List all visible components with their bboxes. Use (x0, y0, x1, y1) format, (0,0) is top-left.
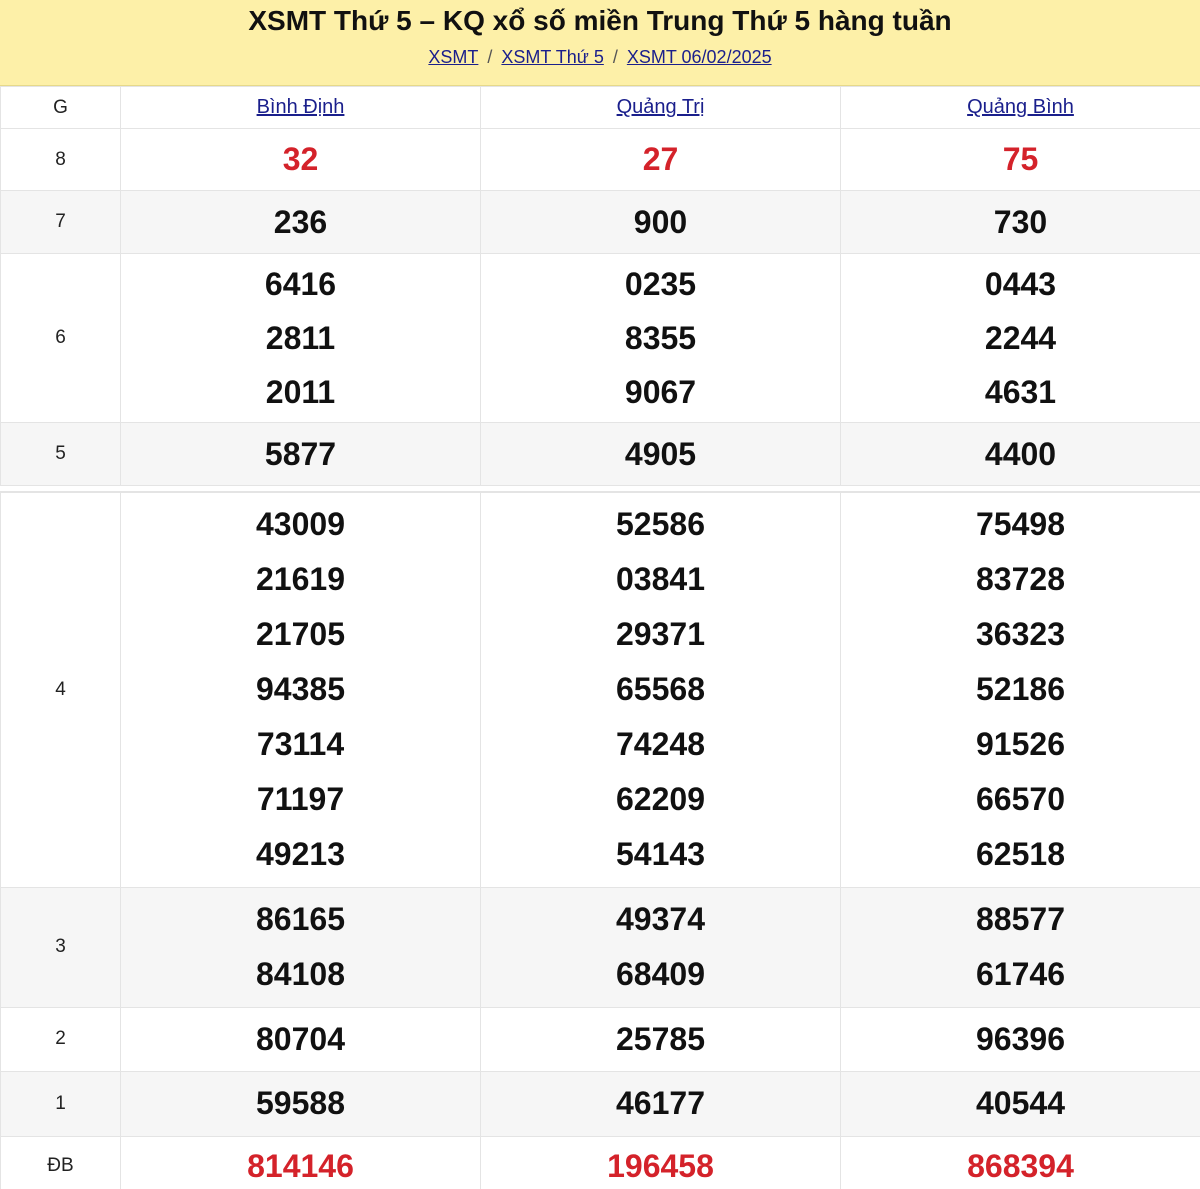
prize-row-4 (1, 492, 1200, 887)
prize-number: 91526 (976, 726, 1065, 763)
prize-number: 75498 (976, 506, 1065, 543)
results-table-top (0, 86, 1200, 486)
breadcrumb (0, 46, 1200, 68)
prize-label: 2 (1, 1007, 121, 1071)
prize-number: 4400 (841, 423, 1200, 486)
prize-number-group (481, 254, 841, 423)
prize-number: 36323 (976, 616, 1065, 653)
prize-number-group (121, 492, 481, 887)
prize-number: 25785 (481, 1007, 841, 1071)
prize-number: 21619 (256, 561, 345, 598)
prize-number: 96396 (841, 1007, 1200, 1071)
prize-number: 6416 (264, 266, 337, 302)
prize-number-group (841, 254, 1200, 423)
prize-number: 52186 (976, 671, 1065, 708)
prize-label: 3 (1, 887, 121, 1007)
prize-number: 43009 (256, 506, 345, 543)
prize-number: 0235 (624, 266, 697, 302)
breadcrumb-link-xsmt[interactable]: XSMT (428, 47, 479, 67)
prize-label: 1 (1, 1071, 121, 1136)
prize-label: 4 (1, 492, 121, 887)
prize-number: 32 (121, 129, 481, 191)
province-link-binh-dinh[interactable]: Bình Định (256, 96, 345, 118)
prize-number: 900 (481, 191, 841, 254)
prize-number-group (121, 254, 481, 423)
province-link-quang-tri[interactable]: Quảng Trị (616, 96, 705, 118)
prize-number: 9067 (624, 374, 697, 410)
prize-row-3 (1, 887, 1200, 1007)
prize-number: 80704 (121, 1007, 481, 1071)
breadcrumb-link-xsmt-thu5[interactable]: XSMT Thứ 5 (501, 47, 604, 67)
prize-number: 62518 (976, 836, 1065, 873)
breadcrumb-separator: / (487, 47, 493, 67)
breadcrumb-link-date[interactable]: XSMT 06/02/2025 (626, 47, 772, 67)
prize-number: 40544 (841, 1071, 1200, 1136)
prize-row-5 (1, 423, 1200, 486)
province-link-quang-binh[interactable]: Quảng Bình (967, 96, 1074, 118)
prize-number: 21705 (256, 616, 345, 653)
table-header-row (1, 87, 1200, 129)
prize-number: 49213 (256, 836, 345, 873)
prize-number-group (481, 492, 841, 887)
prize-number: 730 (841, 191, 1200, 254)
prize-number: 86165 (256, 901, 345, 937)
prize-number: 4905 (481, 423, 841, 486)
prize-number: 84108 (256, 956, 345, 992)
prize-label: 6 (1, 254, 121, 423)
prize-row-6 (1, 254, 1200, 423)
prize-number: 03841 (616, 561, 705, 598)
page-title: XSMT Thứ 5 – KQ xổ số miền Trung Thứ 5 hàng tuần (248, 5, 952, 36)
prize-number: 2244 (984, 320, 1057, 356)
prize-number: 75 (841, 129, 1200, 191)
results-table-bottom (0, 491, 1200, 1189)
prize-number: 46177 (481, 1071, 841, 1136)
prize-label: 5 (1, 423, 121, 486)
prize-label: 7 (1, 191, 121, 254)
province-header (481, 87, 841, 129)
prize-number: 88577 (976, 901, 1065, 937)
prize-number: 52586 (616, 506, 705, 543)
prize-row-2 (1, 1007, 1200, 1071)
prize-number: 27 (481, 129, 841, 191)
prize-number: 4631 (984, 374, 1057, 410)
prize-row-special (1, 1136, 1200, 1189)
prize-number: 71197 (256, 781, 345, 818)
prize-number: 2811 (265, 320, 336, 356)
prize-number: 94385 (256, 671, 345, 708)
special-prize-number: 814146 (121, 1136, 481, 1189)
prize-number: 66570 (976, 781, 1065, 818)
province-header (121, 87, 481, 129)
prize-number: 29371 (616, 616, 705, 653)
special-prize-number: 196458 (481, 1136, 841, 1189)
prize-label: 8 (1, 129, 121, 191)
prize-number: 54143 (616, 836, 705, 873)
prize-number: 83728 (976, 561, 1065, 598)
prize-number-group (481, 887, 841, 1007)
prize-number: 0443 (984, 266, 1057, 302)
prize-number: 49374 (616, 901, 705, 937)
prize-row-1 (1, 1071, 1200, 1136)
prize-number: 65568 (616, 671, 705, 708)
prize-number: 236 (121, 191, 481, 254)
prize-label: ĐB (1, 1136, 121, 1189)
prize-column-header: G (1, 87, 121, 129)
prize-number: 59588 (121, 1071, 481, 1136)
breadcrumb-separator: / (612, 47, 618, 67)
prize-number-group (121, 887, 481, 1007)
prize-number: 62209 (616, 781, 705, 818)
province-header (841, 87, 1200, 129)
prize-row-8 (1, 129, 1200, 191)
prize-number-group (841, 492, 1200, 887)
prize-row-7 (1, 191, 1200, 254)
prize-number: 68409 (616, 956, 705, 992)
prize-number: 61746 (976, 956, 1065, 992)
page-header (0, 0, 1200, 86)
prize-number-group (841, 887, 1200, 1007)
prize-number: 2011 (265, 374, 336, 410)
special-prize-number: 868394 (841, 1136, 1200, 1189)
prize-number: 5877 (121, 423, 481, 486)
prize-number: 74248 (616, 726, 705, 763)
prize-number: 73114 (256, 726, 345, 763)
prize-number: 8355 (624, 320, 697, 356)
